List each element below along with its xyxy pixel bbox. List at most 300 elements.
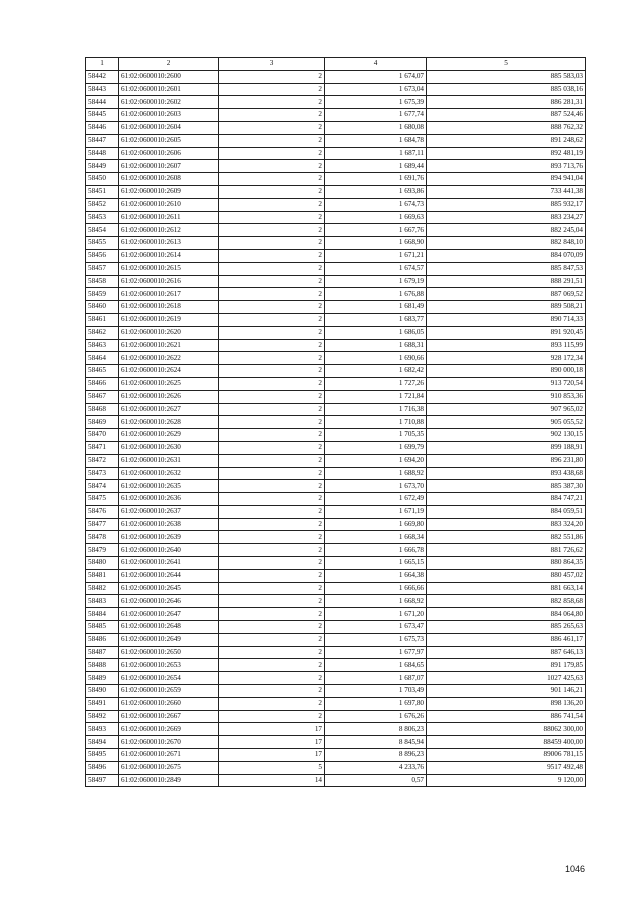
cell-value: 884 070,09 xyxy=(427,249,586,262)
cell-value: 884 059,51 xyxy=(427,505,586,518)
table-row xyxy=(86,365,586,378)
cell-cadastral-number: 61:02:0600010:2609 xyxy=(119,185,219,198)
cell-cadastral-number: 61:02:0600010:2640 xyxy=(119,544,219,557)
cell-count: 2 xyxy=(219,160,325,173)
cell-count: 2 xyxy=(219,557,325,570)
table-row xyxy=(86,518,586,531)
cell-cadastral-number: 61:02:0600010:2611 xyxy=(119,211,219,224)
cell-value: 880 457,02 xyxy=(427,569,586,582)
cell-value: 88459 400,00 xyxy=(427,736,586,749)
cell-area: 1 684,78 xyxy=(325,134,427,147)
cell-count: 2 xyxy=(219,416,325,429)
cell-row-number: 58487 xyxy=(86,646,119,659)
cell-value: 886 281,31 xyxy=(427,96,586,109)
cell-row-number: 58482 xyxy=(86,582,119,595)
cell-count: 2 xyxy=(219,339,325,352)
cell-cadastral-number: 61:02:0600010:2646 xyxy=(119,595,219,608)
cell-count: 2 xyxy=(219,352,325,365)
cell-row-number: 58447 xyxy=(86,134,119,147)
table-row xyxy=(86,416,586,429)
cell-value: 905 055,52 xyxy=(427,416,586,429)
cell-row-number: 58450 xyxy=(86,173,119,186)
cell-cadastral-number: 61:02:0600010:2631 xyxy=(119,454,219,467)
cell-value: 893 438,68 xyxy=(427,467,586,480)
cell-row-number: 58481 xyxy=(86,569,119,582)
cell-cadastral-number: 61:02:0600010:2605 xyxy=(119,134,219,147)
cell-row-number: 58470 xyxy=(86,429,119,442)
cell-count: 2 xyxy=(219,454,325,467)
cell-value: 1027 425,63 xyxy=(427,672,586,685)
cell-value: 887 069,52 xyxy=(427,288,586,301)
cell-row-number: 58472 xyxy=(86,454,119,467)
cell-value: 907 965,02 xyxy=(427,403,586,416)
cell-value: 885 583,03 xyxy=(427,70,586,83)
cell-count: 2 xyxy=(219,377,325,390)
table-row xyxy=(86,377,586,390)
cell-count: 2 xyxy=(219,518,325,531)
cell-value: 928 172,34 xyxy=(427,352,586,365)
cell-value: 887 524,46 xyxy=(427,109,586,122)
table-row xyxy=(86,710,586,723)
cell-area: 1 674,57 xyxy=(325,262,427,275)
cell-row-number: 58468 xyxy=(86,403,119,416)
table-row xyxy=(86,505,586,518)
cell-row-number: 58485 xyxy=(86,621,119,634)
cell-value: 913 720,54 xyxy=(427,377,586,390)
cell-value: 902 130,15 xyxy=(427,429,586,442)
cell-cadastral-number: 61:02:0600010:2630 xyxy=(119,441,219,454)
header-col-5: 5 xyxy=(427,58,586,71)
cell-row-number: 58449 xyxy=(86,160,119,173)
table-row xyxy=(86,390,586,403)
cell-row-number: 58460 xyxy=(86,301,119,314)
cell-row-number: 58454 xyxy=(86,224,119,237)
cell-value: 894 941,04 xyxy=(427,173,586,186)
cell-area: 1 689,44 xyxy=(325,160,427,173)
cell-cadastral-number: 61:02:0600010:2620 xyxy=(119,326,219,339)
cell-count: 2 xyxy=(219,109,325,122)
table-row xyxy=(86,352,586,365)
cell-row-number: 58477 xyxy=(86,518,119,531)
cell-cadastral-number: 61:02:0600010:2622 xyxy=(119,352,219,365)
cell-value: 883 324,20 xyxy=(427,518,586,531)
cell-cadastral-number: 61:02:0600010:2639 xyxy=(119,531,219,544)
cell-cadastral-number: 61:02:0600010:2650 xyxy=(119,646,219,659)
cell-row-number: 58462 xyxy=(86,326,119,339)
table-row xyxy=(86,313,586,326)
table-row xyxy=(86,262,586,275)
cell-area: 1 683,77 xyxy=(325,313,427,326)
cell-count: 2 xyxy=(219,96,325,109)
cell-area: 1 687,07 xyxy=(325,672,427,685)
cell-row-number: 58495 xyxy=(86,749,119,762)
cell-count: 2 xyxy=(219,710,325,723)
cell-cadastral-number: 61:02:0600010:2607 xyxy=(119,160,219,173)
cell-value: 889 508,21 xyxy=(427,301,586,314)
cell-count: 2 xyxy=(219,237,325,250)
cell-value: 883 234,27 xyxy=(427,211,586,224)
cell-value: 896 231,80 xyxy=(427,454,586,467)
cell-cadastral-number: 61:02:0600010:2616 xyxy=(119,275,219,288)
table-row xyxy=(86,301,586,314)
cell-value: 882 245,04 xyxy=(427,224,586,237)
table-row xyxy=(86,723,586,736)
cell-area: 1 669,80 xyxy=(325,518,427,531)
cell-area: 1 705,35 xyxy=(325,429,427,442)
cell-row-number: 58469 xyxy=(86,416,119,429)
cell-count: 2 xyxy=(219,582,325,595)
cell-area: 1 668,34 xyxy=(325,531,427,544)
cell-area: 1 697,80 xyxy=(325,697,427,710)
cell-cadastral-number: 61:02:0600010:2612 xyxy=(119,224,219,237)
cell-cadastral-number: 61:02:0600010:2604 xyxy=(119,121,219,134)
cell-row-number: 58471 xyxy=(86,441,119,454)
cell-row-number: 58456 xyxy=(86,249,119,262)
cell-area: 1 667,76 xyxy=(325,224,427,237)
cell-cadastral-number: 61:02:0600010:2615 xyxy=(119,262,219,275)
table-row xyxy=(86,83,586,96)
table-header xyxy=(86,58,586,71)
table-row xyxy=(86,557,586,570)
cell-row-number: 58453 xyxy=(86,211,119,224)
cell-cadastral-number: 61:02:0600010:2670 xyxy=(119,736,219,749)
header-col-3: 3 xyxy=(219,58,325,71)
cell-count: 2 xyxy=(219,505,325,518)
cell-row-number: 58486 xyxy=(86,633,119,646)
cell-count: 2 xyxy=(219,467,325,480)
cell-area: 1 674,73 xyxy=(325,198,427,211)
cell-cadastral-number: 61:02:0600010:2628 xyxy=(119,416,219,429)
cell-count: 2 xyxy=(219,441,325,454)
cell-area: 4 233,76 xyxy=(325,761,427,774)
cell-row-number: 58474 xyxy=(86,480,119,493)
cell-row-number: 58494 xyxy=(86,736,119,749)
cell-count: 2 xyxy=(219,173,325,186)
table-row xyxy=(86,493,586,506)
table-row xyxy=(86,70,586,83)
cell-row-number: 58497 xyxy=(86,774,119,787)
cell-area: 1 674,07 xyxy=(325,70,427,83)
cell-count: 2 xyxy=(219,288,325,301)
cell-value: 890 000,18 xyxy=(427,365,586,378)
table-row xyxy=(86,198,586,211)
table-row xyxy=(86,646,586,659)
cell-cadastral-number: 61:02:0600010:2624 xyxy=(119,365,219,378)
table-row xyxy=(86,544,586,557)
cell-count: 2 xyxy=(219,685,325,698)
cell-count: 2 xyxy=(219,211,325,224)
cell-count: 5 xyxy=(219,761,325,774)
cell-cadastral-number: 61:02:0600010:2654 xyxy=(119,672,219,685)
cell-count: 2 xyxy=(219,697,325,710)
cell-area: 1 677,97 xyxy=(325,646,427,659)
cell-area: 1 673,70 xyxy=(325,480,427,493)
cell-count: 2 xyxy=(219,595,325,608)
table-row xyxy=(86,697,586,710)
cell-count: 2 xyxy=(219,390,325,403)
cell-row-number: 58452 xyxy=(86,198,119,211)
cell-count: 2 xyxy=(219,672,325,685)
cell-row-number: 58475 xyxy=(86,493,119,506)
cell-count: 2 xyxy=(219,313,325,326)
cell-value: 891 179,85 xyxy=(427,659,586,672)
cell-area: 1 716,38 xyxy=(325,403,427,416)
cell-value: 898 136,20 xyxy=(427,697,586,710)
cell-area: 1 676,26 xyxy=(325,710,427,723)
data-table xyxy=(85,57,586,787)
cell-value: 893 115,99 xyxy=(427,339,586,352)
cell-count: 2 xyxy=(219,83,325,96)
cell-row-number: 58473 xyxy=(86,467,119,480)
cell-row-number: 58476 xyxy=(86,505,119,518)
table-row xyxy=(86,109,586,122)
cell-count: 2 xyxy=(219,659,325,672)
cell-value: 885 038,16 xyxy=(427,83,586,96)
cell-cadastral-number: 61:02:0600010:2649 xyxy=(119,633,219,646)
cell-row-number: 58467 xyxy=(86,390,119,403)
cell-cadastral-number: 61:02:0600010:2610 xyxy=(119,198,219,211)
cell-value: 888 762,32 xyxy=(427,121,586,134)
cell-area: 1 671,19 xyxy=(325,505,427,518)
cell-cadastral-number: 61:02:0600010:2849 xyxy=(119,774,219,787)
table-row xyxy=(86,467,586,480)
cell-area: 1 675,39 xyxy=(325,96,427,109)
cell-area: 1 727,26 xyxy=(325,377,427,390)
cell-area: 1 664,38 xyxy=(325,569,427,582)
cell-value: 881 663,14 xyxy=(427,582,586,595)
cell-value: 9 120,00 xyxy=(427,774,586,787)
cell-area: 8 896,23 xyxy=(325,749,427,762)
cell-area: 1 703,49 xyxy=(325,685,427,698)
cell-area: 1 677,74 xyxy=(325,109,427,122)
cell-count: 2 xyxy=(219,134,325,147)
page-number: 1046 xyxy=(564,864,585,874)
cell-row-number: 58479 xyxy=(86,544,119,557)
cell-count: 17 xyxy=(219,736,325,749)
cell-cadastral-number: 61:02:0600010:2608 xyxy=(119,173,219,186)
cell-count: 2 xyxy=(219,544,325,557)
cell-cadastral-number: 61:02:0600010:2644 xyxy=(119,569,219,582)
cell-value: 892 481,19 xyxy=(427,147,586,160)
cell-row-number: 58478 xyxy=(86,531,119,544)
cell-count: 17 xyxy=(219,749,325,762)
cell-value: 880 864,35 xyxy=(427,557,586,570)
cell-row-number: 58451 xyxy=(86,185,119,198)
cell-count: 2 xyxy=(219,326,325,339)
cell-row-number: 58489 xyxy=(86,672,119,685)
cell-area: 1 688,31 xyxy=(325,339,427,352)
cell-value: 89006 781,15 xyxy=(427,749,586,762)
table-row xyxy=(86,685,586,698)
cell-value: 886 741,54 xyxy=(427,710,586,723)
cell-count: 2 xyxy=(219,531,325,544)
cell-cadastral-number: 61:02:0600010:2629 xyxy=(119,429,219,442)
cell-count: 2 xyxy=(219,646,325,659)
cell-cadastral-number: 61:02:0600010:2625 xyxy=(119,377,219,390)
header-col-1: 1 xyxy=(86,58,119,71)
cell-cadastral-number: 61:02:0600010:2675 xyxy=(119,761,219,774)
table-row xyxy=(86,121,586,134)
cell-count: 2 xyxy=(219,365,325,378)
cell-value: 884 064,80 xyxy=(427,608,586,621)
table-row xyxy=(86,608,586,621)
cell-area: 1 673,47 xyxy=(325,621,427,634)
cell-count: 2 xyxy=(219,185,325,198)
cell-value: 882 551,86 xyxy=(427,531,586,544)
cell-row-number: 58492 xyxy=(86,710,119,723)
cell-cadastral-number: 61:02:0600010:2618 xyxy=(119,301,219,314)
table-row xyxy=(86,659,586,672)
cell-area: 1 669,63 xyxy=(325,211,427,224)
cell-area: 1 676,88 xyxy=(325,288,427,301)
table-row xyxy=(86,749,586,762)
cell-value: 891 248,62 xyxy=(427,134,586,147)
cell-count: 2 xyxy=(219,569,325,582)
table-row xyxy=(86,160,586,173)
table-row xyxy=(86,582,586,595)
cell-value: 882 858,68 xyxy=(427,595,586,608)
table-row xyxy=(86,736,586,749)
cell-area: 1 668,92 xyxy=(325,595,427,608)
cell-row-number: 58484 xyxy=(86,608,119,621)
cell-value: 888 291,51 xyxy=(427,275,586,288)
cell-value: 882 848,10 xyxy=(427,237,586,250)
cell-area: 1 666,78 xyxy=(325,544,427,557)
cell-value: 901 146,21 xyxy=(427,685,586,698)
cell-count: 2 xyxy=(219,249,325,262)
cell-cadastral-number: 61:02:0600010:2647 xyxy=(119,608,219,621)
cell-count: 2 xyxy=(219,121,325,134)
table-row xyxy=(86,621,586,634)
cell-area: 1 666,66 xyxy=(325,582,427,595)
table-row xyxy=(86,96,586,109)
table-row xyxy=(86,429,586,442)
table-row xyxy=(86,595,586,608)
cell-value: 890 714,33 xyxy=(427,313,586,326)
cell-value: 733 441,38 xyxy=(427,185,586,198)
cell-row-number: 58466 xyxy=(86,377,119,390)
cell-row-number: 58448 xyxy=(86,147,119,160)
cell-area: 1 691,76 xyxy=(325,173,427,186)
cell-row-number: 58465 xyxy=(86,365,119,378)
cell-value: 899 188,91 xyxy=(427,441,586,454)
table-row xyxy=(86,403,586,416)
cell-cadastral-number: 61:02:0600010:2636 xyxy=(119,493,219,506)
cell-row-number: 58445 xyxy=(86,109,119,122)
table-row xyxy=(86,237,586,250)
cell-value: 910 853,36 xyxy=(427,390,586,403)
header-col-4: 4 xyxy=(325,58,427,71)
cell-cadastral-number: 61:02:0600010:2669 xyxy=(119,723,219,736)
cell-area: 1 687,11 xyxy=(325,147,427,160)
cell-value: 885 847,53 xyxy=(427,262,586,275)
cell-cadastral-number: 61:02:0600010:2617 xyxy=(119,288,219,301)
cell-count: 2 xyxy=(219,70,325,83)
cell-value: 886 461,17 xyxy=(427,633,586,646)
table-row xyxy=(86,288,586,301)
cell-row-number: 58458 xyxy=(86,275,119,288)
cell-cadastral-number: 61:02:0600010:2637 xyxy=(119,505,219,518)
cell-area: 1 668,90 xyxy=(325,237,427,250)
cell-area: 1 694,20 xyxy=(325,454,427,467)
cell-value: 885 932,17 xyxy=(427,198,586,211)
cell-value: 885 265,63 xyxy=(427,621,586,634)
table-row xyxy=(86,531,586,544)
table-row xyxy=(86,326,586,339)
cell-row-number: 58488 xyxy=(86,659,119,672)
cell-cadastral-number: 61:02:0600010:2606 xyxy=(119,147,219,160)
cell-row-number: 58496 xyxy=(86,761,119,774)
cell-cadastral-number: 61:02:0600010:2614 xyxy=(119,249,219,262)
cell-row-number: 58455 xyxy=(86,237,119,250)
table-row xyxy=(86,339,586,352)
table-row xyxy=(86,224,586,237)
cell-count: 2 xyxy=(219,608,325,621)
cell-cadastral-number: 61:02:0600010:2641 xyxy=(119,557,219,570)
cell-area: 1 672,49 xyxy=(325,493,427,506)
cell-row-number: 58490 xyxy=(86,685,119,698)
cell-area: 1 699,79 xyxy=(325,441,427,454)
table-row xyxy=(86,249,586,262)
table-row xyxy=(86,147,586,160)
cell-cadastral-number: 61:02:0600010:2613 xyxy=(119,237,219,250)
table-row xyxy=(86,672,586,685)
cell-cadastral-number: 61:02:0600010:2635 xyxy=(119,480,219,493)
cell-area: 1 671,20 xyxy=(325,608,427,621)
cell-value: 885 387,30 xyxy=(427,480,586,493)
cell-cadastral-number: 61:02:0600010:2603 xyxy=(119,109,219,122)
cell-count: 2 xyxy=(219,147,325,160)
table-row xyxy=(86,185,586,198)
cell-count: 2 xyxy=(219,403,325,416)
cell-cadastral-number: 61:02:0600010:2660 xyxy=(119,697,219,710)
cell-area: 0,57 xyxy=(325,774,427,787)
cell-count: 2 xyxy=(219,633,325,646)
cell-area: 1 693,86 xyxy=(325,185,427,198)
table-row xyxy=(86,173,586,186)
cell-value: 893 713,76 xyxy=(427,160,586,173)
cell-count: 2 xyxy=(219,493,325,506)
cell-area: 1 675,73 xyxy=(325,633,427,646)
cell-area: 1 684,65 xyxy=(325,659,427,672)
cell-value: 88062 300,00 xyxy=(427,723,586,736)
cell-value: 887 646,13 xyxy=(427,646,586,659)
table-row xyxy=(86,275,586,288)
cell-count: 17 xyxy=(219,723,325,736)
table-row xyxy=(86,454,586,467)
cell-cadastral-number: 61:02:0600010:2602 xyxy=(119,96,219,109)
cell-count: 2 xyxy=(219,301,325,314)
cell-area: 1 710,88 xyxy=(325,416,427,429)
cell-area: 8 845,94 xyxy=(325,736,427,749)
cell-row-number: 58480 xyxy=(86,557,119,570)
table-row xyxy=(86,211,586,224)
cell-value: 891 920,45 xyxy=(427,326,586,339)
table-row xyxy=(86,480,586,493)
cell-row-number: 58461 xyxy=(86,313,119,326)
cell-cadastral-number: 61:02:0600010:2627 xyxy=(119,403,219,416)
cell-count: 2 xyxy=(219,429,325,442)
cell-count: 2 xyxy=(219,275,325,288)
cell-row-number: 58459 xyxy=(86,288,119,301)
cell-row-number: 58491 xyxy=(86,697,119,710)
table-row xyxy=(86,569,586,582)
cell-cadastral-number: 61:02:0600010:2601 xyxy=(119,83,219,96)
cell-area: 1 686,05 xyxy=(325,326,427,339)
cell-count: 2 xyxy=(219,480,325,493)
table-row xyxy=(86,441,586,454)
cell-row-number: 58446 xyxy=(86,121,119,134)
